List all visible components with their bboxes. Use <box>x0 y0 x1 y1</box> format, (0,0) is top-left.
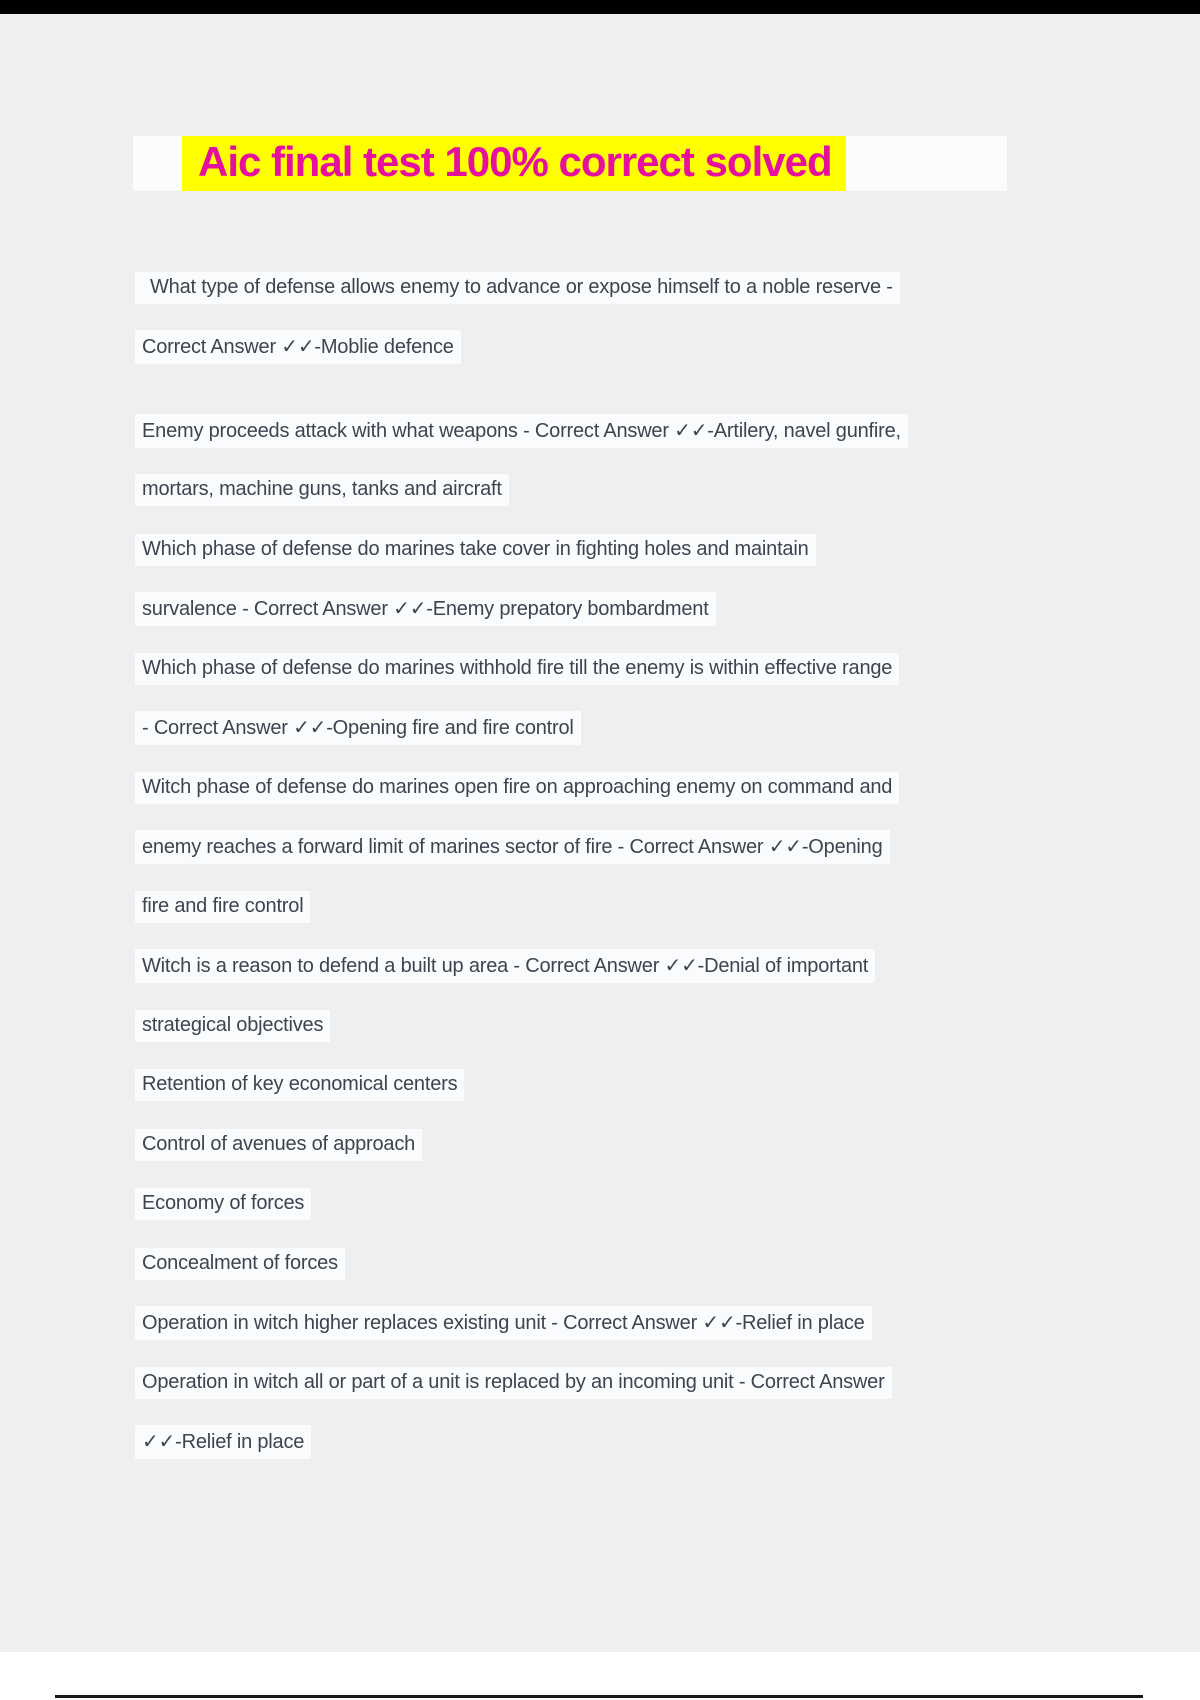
text-line-highlight: What type of defense allows enemy to advance or expose himself to a noble reserve - <box>135 272 900 304</box>
text-line-highlight: Which phase of defense do marines withhold fire till the enemy is within effective range <box>135 653 899 685</box>
text-line-highlight: enemy reaches a forward limit of marines sector of fire - Correct Answer ✓✓-Opening <box>135 830 890 864</box>
document-body <box>135 258 1140 1472</box>
text-line <box>135 520 1140 580</box>
text-line-highlight: mortars, machine guns, tanks and aircraft <box>135 474 509 506</box>
text-line-highlight: Which phase of defense do marines take cover in fighting holes and maintain <box>135 534 816 566</box>
text-line-highlight: fire and fire control <box>135 891 310 923</box>
text-line-highlight: Operation in witch higher replaces existing unit - Correct Answer ✓✓-Relief in place <box>135 1306 872 1340</box>
text-line-highlight: Concealment of forces <box>135 1248 345 1280</box>
text-line-highlight: Enemy proceeds attack with what weapons - Correct Answer ✓✓-Artilery, navel gunfire, <box>135 414 908 448</box>
title-band <box>133 136 1007 191</box>
text-line <box>135 1056 1140 1116</box>
text-line-highlight: - Correct Answer ✓✓-Opening fire and fire control <box>135 711 581 745</box>
text-line <box>135 401 1140 461</box>
footer-area <box>0 1652 1200 1700</box>
text-line <box>135 639 1140 699</box>
text-line-highlight: Retention of key economical centers <box>135 1069 464 1101</box>
text-line <box>135 1175 1140 1235</box>
text-line <box>135 1234 1140 1294</box>
text-line-highlight: strategical objectives <box>135 1010 330 1042</box>
text-line-highlight: Witch is a reason to defend a built up area - Correct Answer ✓✓-Denial of important <box>135 949 875 983</box>
text-line-highlight: survalence - Correct Answer ✓✓-Enemy prepatory bombardment <box>135 592 716 626</box>
page-title: Aic final test 100% correct solved <box>182 136 846 191</box>
text-line-highlight: Witch phase of defense do marines open fire on approaching enemy on command and <box>135 772 899 804</box>
text-line <box>135 1353 1140 1413</box>
text-line-highlight: Operation in witch all or part of a unit is replaced by an incoming unit - Correct Answer <box>135 1367 892 1399</box>
text-line-highlight: Correct Answer ✓✓-Moblie defence <box>135 330 461 364</box>
text-line <box>135 758 1140 818</box>
text-line <box>135 258 1140 318</box>
footer-divider-line <box>55 1695 1143 1698</box>
text-line <box>135 877 1140 937</box>
text-line <box>135 937 1140 997</box>
text-line <box>135 1294 1140 1354</box>
top-black-bar <box>0 0 1200 14</box>
text-line-highlight: Economy of forces <box>135 1188 311 1220</box>
text-line-highlight: Control of avenues of approach <box>135 1129 422 1161</box>
text-line <box>135 818 1140 878</box>
text-line <box>135 461 1140 521</box>
text-line <box>135 996 1140 1056</box>
text-line <box>135 318 1140 378</box>
text-line <box>135 580 1140 640</box>
text-line-highlight: ✓✓-Relief in place <box>135 1425 311 1459</box>
text-line <box>135 1115 1140 1175</box>
text-line <box>135 699 1140 759</box>
text-line <box>135 1413 1140 1473</box>
